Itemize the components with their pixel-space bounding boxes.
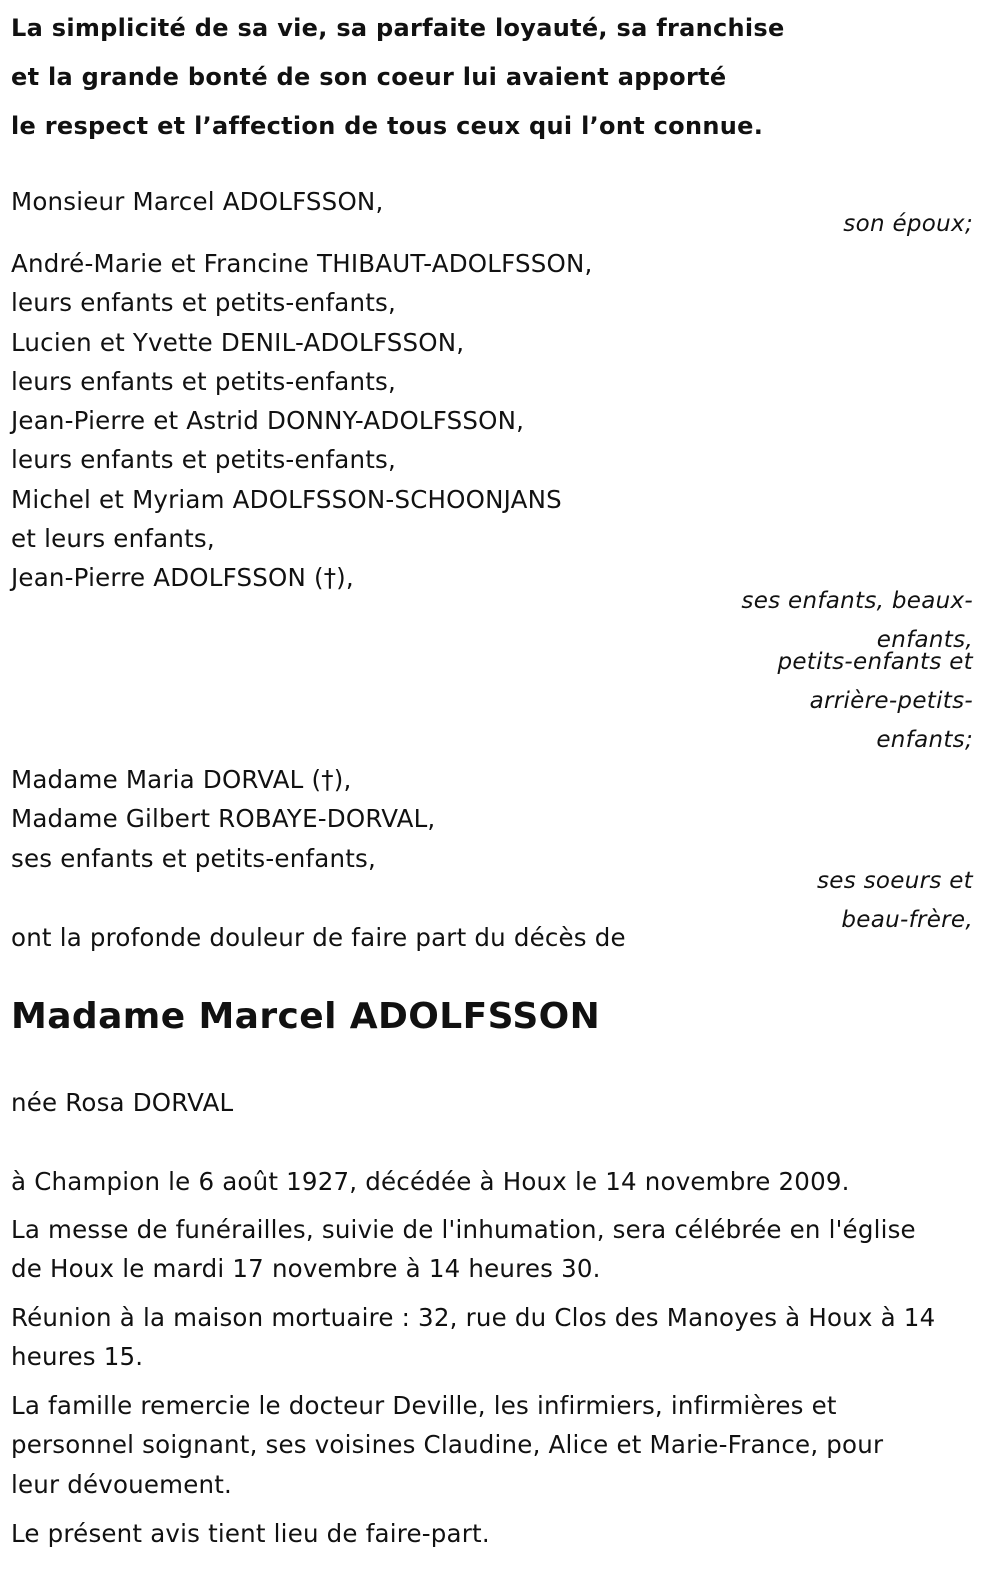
- spouse-name: Monsieur Marcel ADOLFSSON,: [11, 187, 384, 216]
- family-line: leurs enfants et petits-enfants,: [11, 366, 397, 396]
- paragraph-line: heures 15.: [11, 1342, 144, 1372]
- family-line: leurs enfants et petits-enfants,: [11, 288, 397, 318]
- intro-quote: [11, 4, 785, 151]
- paragraph-line: Le présent avis tient lieu de faire-part.: [11, 1519, 490, 1548]
- family-line: ses enfants et petits-enfants,: [11, 843, 376, 873]
- children-relation-continued: [777, 643, 973, 760]
- family-line: Lucien et Yvette DENIL-ADOLFSSON,: [11, 327, 465, 357]
- birth-death-paragraph: [11, 1162, 976, 1201]
- relation-line: ses soeurs et: [816, 868, 973, 894]
- family-line: leurs enfants et petits-enfants,: [11, 445, 397, 475]
- paragraph-line: La messe de funérailles, suivie de l'inhumation, sera célébrée en l'église: [11, 1215, 916, 1244]
- siblings-list: [11, 760, 435, 878]
- paragraph-line: de Houx le mardi 17 novembre à 14 heures 30.: [11, 1254, 601, 1284]
- siblings-relation: [817, 862, 973, 940]
- paragraph-line: leur dévouement.: [11, 1469, 233, 1499]
- children-list: [11, 244, 593, 598]
- family-line: et leurs enfants,: [11, 524, 215, 554]
- paragraph-line: à Champion le 6 août 1927, décédée à Houx le 14 novembre 2009.: [11, 1167, 850, 1196]
- intro-line: La simplicité de sa vie, sa parfaite loyauté, sa franchise: [11, 14, 785, 42]
- family-line: Madame Gilbert ROBAYE-DORVAL,: [11, 804, 436, 834]
- announcement-text: ont la profonde douleur de faire part du décès de: [11, 923, 626, 952]
- spouse-relation: son époux;: [843, 211, 973, 237]
- intro-line: et la grande bonté de son coeur lui avaient apporté: [11, 63, 727, 91]
- paragraph-line: La famille remercie le docteur Deville, les infirmiers, infirmières et: [11, 1391, 837, 1420]
- relation-line: beau-frère,: [841, 907, 973, 933]
- family-line: Jean-Pierre ADOLFSSON (†),: [11, 563, 354, 593]
- closing-paragraph: [11, 1514, 976, 1553]
- gathering-paragraph: [11, 1298, 976, 1377]
- funeral-paragraph: [11, 1210, 976, 1289]
- family-line: Michel et Myriam ADOLFSSON-SCHOONJANS: [11, 484, 562, 514]
- paragraph-line: Réunion à la maison mortuaire : 32, rue du Clos des Manoyes à Houx à 14: [11, 1303, 936, 1332]
- relation-line: arrière-petits-: [809, 688, 973, 714]
- family-line: André-Marie et Francine THIBAUT-ADOLFSSON,: [11, 249, 593, 278]
- relation-line: enfants;: [876, 727, 973, 753]
- deceased-name: Madame Marcel ADOLFSSON: [11, 996, 601, 1037]
- relation-line: petits-enfants et: [777, 649, 973, 675]
- relation-line: enfants,: [876, 627, 973, 653]
- intro-line: le respect et l’affection de tous ceux qui l’ont connue.: [11, 112, 764, 140]
- maiden-name: née Rosa DORVAL: [11, 1088, 234, 1117]
- relation-line: ses enfants, beaux-: [741, 588, 973, 614]
- family-line: Madame Maria DORVAL (†),: [11, 765, 352, 794]
- paragraph-line: personnel soignant, ses voisines Claudine, Alice et Marie-France, pour: [11, 1430, 884, 1460]
- thanks-paragraph: [11, 1386, 976, 1504]
- family-line: Jean-Pierre et Astrid DONNY-ADOLFSSON,: [11, 406, 525, 436]
